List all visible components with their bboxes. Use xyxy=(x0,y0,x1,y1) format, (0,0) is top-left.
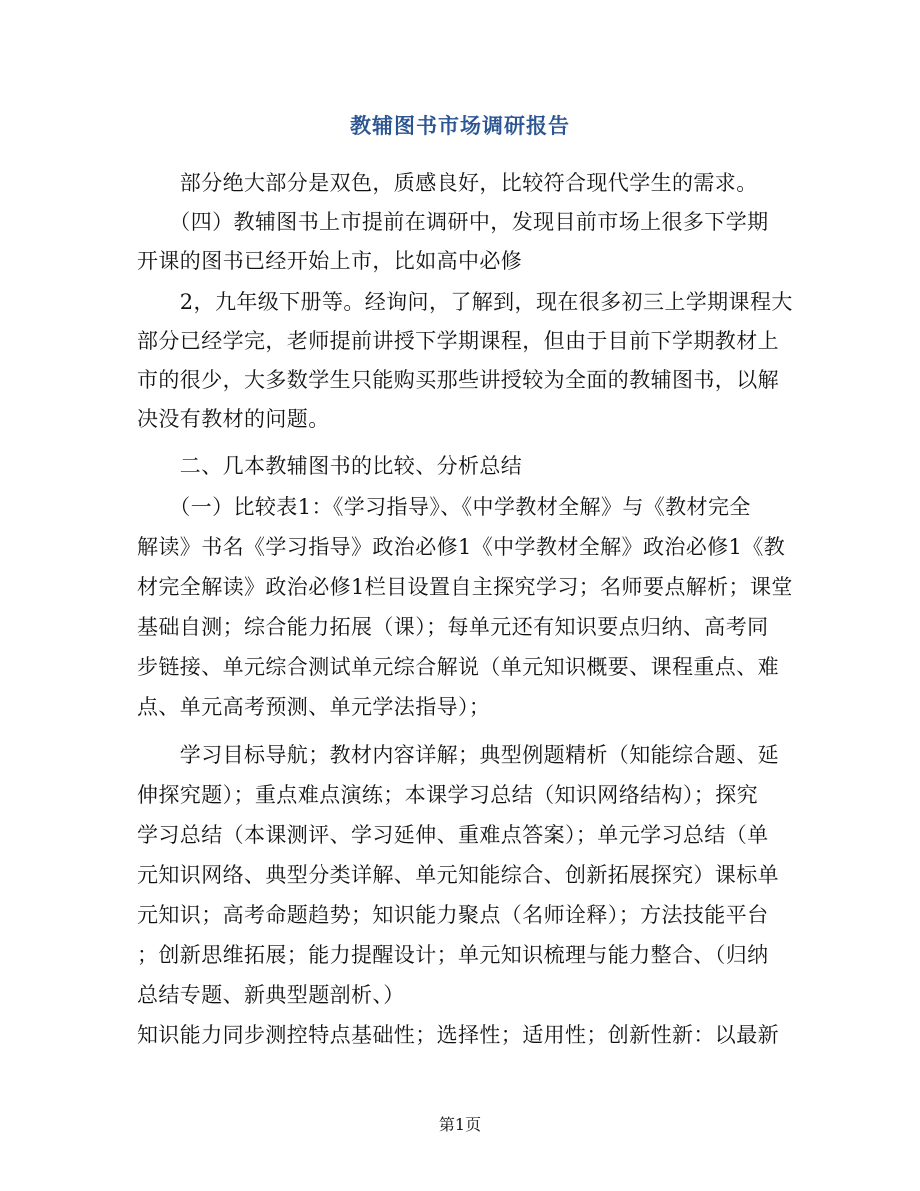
text-line: 总结专题、新典型题剖析、） xyxy=(137,983,405,1007)
text-line: 元知识网络、典型分类详解、单元知能综合、创新拓展探究）课标单 xyxy=(137,863,779,887)
text-line: 材完全解读》政治必修1栏目设置自主探究学习；名师要点解析；课堂 xyxy=(137,575,793,599)
text-line: 决没有教材的问题。 xyxy=(137,407,330,431)
text-line: 学习总结（本课测评、学习延伸、重难点答案）；单元学习总结（单 xyxy=(137,823,769,847)
text-line: 伸探究题）；重点难点演练；本课学习总结（知识网络结构）；探究 xyxy=(137,783,758,807)
text-line: （四）教辅图书上市提前在调研中，发现目前市场上很多下学期 xyxy=(137,210,769,234)
text-line: 知识能力同步测控特点基础性；选择性；适用性；创新性新：以最新 xyxy=(137,1023,779,1047)
text-line: 点、单元高考预测、单元学法指导）； xyxy=(137,695,491,719)
text-line: 部分已经学完，老师提前讲授下学期课程，但由于目前下学期教材上 xyxy=(137,329,779,353)
text-line: 元知识；高考命题趋势；知识能力聚点（名师诠释）；方法技能平台 xyxy=(137,903,769,927)
page-number: 第1页 xyxy=(438,1115,482,1134)
text-line: 基础自测；综合能力拓展（课）；每单元还有知识要点归纳、高考同 xyxy=(137,615,769,639)
text-line: 部分绝大部分是双色，质感良好，比较符合现代学生的需求。 xyxy=(137,171,758,195)
document-title: 教辅图书市场调研报告 xyxy=(350,113,570,138)
text-line: 二、几本教辅图书的比较、分析总结 xyxy=(137,454,523,478)
text-line: 开课的图书已经开始上市，比如高中必修 xyxy=(137,249,523,273)
text-line: （一）比较表1：《学习指导》、《中学教材全解》与《教材完全 xyxy=(137,495,751,519)
text-line: 解读》书名《学习指导》政治必修1《中学教材全解》政治必修1《教 xyxy=(137,535,786,559)
text-line: 学习目标导航；教材内容详解；典型例题精析（知能综合题、延 xyxy=(137,743,779,767)
text-line: 2，九年级下册等。经询问，了解到，现在很多初三上学期课程大 xyxy=(137,290,793,314)
text-line: ；创新思维拓展；能力提醒设计；单元知识梳理与能力整合、（归纳 xyxy=(137,943,769,967)
text-line: 市的很少，大多数学生只能购买那些讲授较为全面的教辅图书，以解 xyxy=(137,368,779,392)
text-line: 步链接、单元综合测试单元综合解说（单元知识概要、课程重点、难 xyxy=(137,655,779,679)
